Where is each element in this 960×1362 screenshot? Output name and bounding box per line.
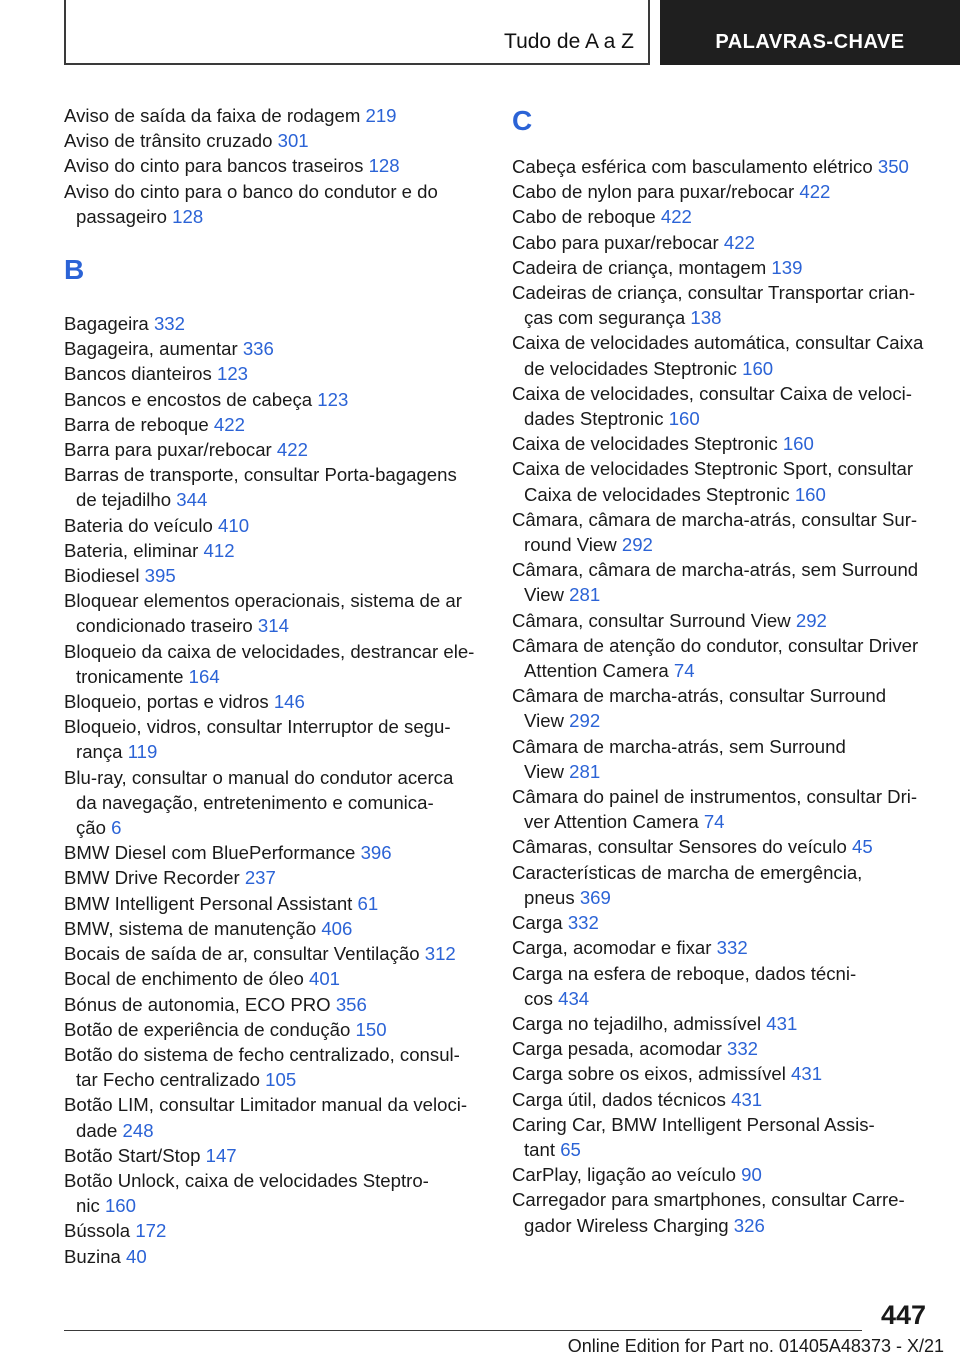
index-entry: [64, 639, 480, 689]
index-entry: [64, 689, 480, 714]
index-entry-term: Biodiesel: [64, 565, 140, 587]
index-entry-term: Barras de transporte, consultar Porta-bagagens: [64, 464, 457, 486]
index-page-link[interactable]: 146: [273, 691, 305, 713]
index-entry-term: rança: [76, 741, 123, 763]
index-page-link[interactable]: 74: [673, 660, 695, 682]
index-entry-term: BMW, sistema de manutenção: [64, 917, 317, 939]
index-entry: [64, 128, 480, 153]
index-page-link[interactable]: 164: [188, 665, 220, 687]
index-entry: [512, 381, 932, 431]
index-entry-term: Cabo de reboque: [512, 206, 656, 228]
index-entry-term: BMW Drive Recorder: [64, 867, 240, 889]
index-entry-term: BMW Intelligent Personal Assistant: [64, 892, 353, 914]
index-entry: [512, 154, 932, 179]
index-page-link[interactable]: 395: [144, 565, 176, 587]
index-page-link[interactable]: 128: [172, 205, 204, 227]
index-entry-term: Carga útil, dados técnicos: [512, 1088, 726, 1110]
index-entry: [64, 153, 480, 178]
index-entry-term: cos: [524, 987, 553, 1009]
page-number: 447: [880, 1300, 926, 1330]
index-entry: [512, 860, 932, 910]
index-entry: [512, 1061, 932, 1086]
index-page-link[interactable]: 61: [357, 892, 379, 914]
index-entry-term: ver Attention Camera: [524, 811, 699, 833]
index-entry-term: Bancos dianteiros: [64, 363, 212, 385]
index-entry-term: Caixa de velocidades Steptronic: [512, 433, 778, 455]
index-entry-term: Carga pesada, acomodar: [512, 1038, 722, 1060]
index-page-link[interactable]: 123: [317, 388, 349, 410]
index-entry: [64, 865, 480, 890]
index-entry: [512, 204, 932, 229]
index-entry-term: gador Wireless Charging: [524, 1214, 729, 1236]
index-column-left: [64, 103, 480, 1269]
index-entry: [512, 431, 932, 456]
index-page-link[interactable]: 326: [733, 1214, 765, 1236]
index-page-link[interactable]: 422: [213, 413, 245, 435]
index-entry-term: Bocal de enchimento de óleo: [64, 968, 304, 990]
index-entry-term: CarPlay, ligação ao veículo: [512, 1164, 736, 1186]
index-page-link[interactable]: 150: [355, 1018, 387, 1040]
index-letter-heading: C: [512, 105, 533, 136]
index-page-link[interactable]: 160: [782, 433, 814, 455]
index-entry: [64, 538, 480, 563]
index-entry-term: Câmara de marcha-atrás, consultar Surround: [512, 685, 887, 707]
index-page-link[interactable]: 350: [877, 156, 909, 177]
section-title: Tudo de A a Z: [504, 30, 634, 53]
index-entry: [512, 179, 932, 204]
index-entry: [512, 935, 932, 960]
index-page-link[interactable]: 422: [276, 439, 308, 461]
index-entry: [512, 734, 932, 784]
index-entry-term: Cabo para puxar/rebocar: [512, 231, 719, 253]
index-entry-term: round View: [524, 534, 617, 556]
index-entry-term: Bagageira: [64, 313, 149, 335]
index-page-link[interactable]: 138: [690, 307, 722, 329]
index-entry-term: Botão Start/Stop: [64, 1144, 201, 1166]
index-page-link[interactable]: 90: [741, 1164, 762, 1186]
index-entry-term: Caixa de velocidades, consultar Caixa de veloci-: [512, 382, 912, 404]
index-column-right: [512, 103, 932, 1238]
index-entry-term: tant: [524, 1138, 556, 1160]
index-entry-term: Blu-ray, consultar o manual do condutor acerca: [64, 766, 454, 788]
index-entry-term: Bloquear elementos operacionais, sistema de ar: [64, 590, 462, 612]
index-entry: [64, 1042, 480, 1092]
index-page-link[interactable]: 281: [569, 760, 601, 782]
keyword-tab-label: PALAVRAS-CHAVE: [715, 31, 905, 53]
index-entry-term: Câmara de atenção do condutor, consultar Driver: [512, 634, 919, 656]
index-page-link[interactable]: 412: [203, 539, 235, 561]
keyword-tab: [660, 0, 960, 65]
index-entry-term: ção: [76, 817, 106, 839]
index-page-link[interactable]: 406: [321, 917, 353, 939]
header-frame: [64, 0, 650, 65]
index-entry-term: da navegação, entretenimento e comunica-: [76, 791, 434, 813]
index-entry-term: Botão do sistema de fecho centralizado, consul-: [64, 1043, 460, 1065]
index-entry: [512, 910, 932, 935]
index-page-link[interactable]: 292: [569, 710, 601, 732]
index-entry-term: Carga, acomodar e fixar: [512, 937, 712, 959]
index-page-link[interactable]: 45: [852, 836, 873, 858]
index-entry: [64, 588, 480, 638]
index-entry-term: Câmara de marcha-atrás, sem Surround: [512, 735, 846, 757]
index-page-link[interactable]: 237: [244, 867, 276, 889]
index-entry: [64, 941, 480, 966]
index-entry: [64, 462, 480, 512]
index-entry-term: condicionado traseiro: [76, 615, 253, 637]
index-entry: [512, 608, 932, 633]
index-entry: [64, 513, 480, 538]
index-entry-term: Aviso do cinto para bancos traseiros: [64, 155, 364, 177]
index-entry: [512, 633, 932, 683]
index-entry: [512, 834, 932, 859]
index-entry-term: Cadeira de criança, montagem: [512, 256, 767, 278]
index-entry-term: Cadeiras de criança, consultar Transportar crian-: [512, 282, 916, 304]
index-entry: [64, 361, 480, 386]
index-entry-term: Bagageira, aumentar: [64, 338, 238, 360]
index-page-link[interactable]: 160: [742, 357, 774, 379]
index-page-link[interactable]: 128: [368, 155, 400, 177]
index-page-link[interactable]: 332: [567, 912, 599, 934]
index-entry-term: View: [524, 710, 564, 732]
index-entry-term: Câmara, câmara de marcha-atrás, consultar Sur-: [512, 508, 918, 530]
index-entry-term: Caring Car, BMW Intelligent Personal Assis-: [512, 1113, 875, 1135]
index-entry-term: tar Fecho centralizado: [76, 1069, 260, 1091]
index-entry-term: Bloqueio da caixa de velocidades, destrancar ele-: [64, 640, 475, 662]
index-entry-term: Cabo de nylon para puxar/rebocar: [512, 181, 795, 203]
index-entry: [512, 280, 932, 330]
index-page-link[interactable]: 356: [335, 993, 367, 1015]
index-entry: [512, 784, 932, 834]
index-page-link[interactable]: 6: [111, 817, 122, 839]
index-entry-term: dades Steptronic: [524, 408, 664, 430]
index-page-link[interactable]: 434: [558, 987, 590, 1009]
index-entry: [64, 891, 480, 916]
index-entry: [512, 1112, 932, 1162]
index-entry: [512, 230, 932, 255]
index-page-link[interactable]: 74: [703, 811, 725, 833]
index-entry: [64, 840, 480, 865]
index-page-link[interactable]: 301: [277, 130, 309, 152]
index-page-link[interactable]: 332: [727, 1038, 759, 1060]
index-entry-term: Botão LIM, consultar Limitador manual da veloci-: [64, 1094, 468, 1116]
index-page-link[interactable]: 410: [218, 514, 250, 536]
footer-edition: Online Edition for Part no. 01405A48373 - X/21: [567, 1336, 944, 1356]
index-entry-term: de tejadilho: [76, 489, 172, 511]
index-entry: [64, 1218, 480, 1243]
index-entry-term: tronicamente: [76, 665, 184, 687]
index-entry: [64, 714, 480, 764]
index-entry: [512, 1036, 932, 1061]
index-entry-term: Bocais de saída de ar, consultar Ventilação: [64, 943, 420, 965]
index-page-link[interactable]: 336: [242, 338, 274, 360]
index-entry-term: Botão Unlock, caixa de velocidades Steptro-: [64, 1169, 429, 1191]
index-entry-term: Caixa de velocidades automática, consultar Caixa: [512, 332, 924, 354]
index-entry: [64, 437, 480, 462]
index-entry: [512, 456, 932, 506]
index-entry: [512, 961, 932, 1011]
index-page-link[interactable]: 160: [668, 408, 700, 430]
index-entry: [512, 255, 932, 280]
index-entry-term: Bússola: [64, 1220, 131, 1242]
index-entry: [64, 966, 480, 991]
index-page-link[interactable]: 396: [360, 842, 392, 864]
index-page-link[interactable]: 314: [257, 615, 289, 637]
index-entry: [64, 387, 480, 412]
index-page-link[interactable]: 160: [104, 1195, 136, 1217]
index-entry-term: nic: [76, 1195, 100, 1217]
index-entry-term: Botão de experiência de condução: [64, 1018, 351, 1040]
index-entry-term: Câmara, câmara de marcha-atrás, sem Surround: [512, 559, 919, 581]
index-entry-term: Carregador para smartphones, consultar Carre-: [512, 1189, 905, 1211]
index-entry: [512, 683, 932, 733]
index-page-link[interactable]: 147: [205, 1144, 237, 1166]
index-entry: [64, 765, 480, 841]
index-entry: [64, 179, 480, 229]
index-entry-term: de velocidades Steptronic: [524, 357, 737, 379]
index-entry: [64, 1168, 480, 1218]
index-entry: [512, 557, 932, 607]
index-entry: [64, 336, 480, 361]
index-entry: [64, 1017, 480, 1042]
index-entry: [64, 1092, 480, 1142]
footer-divider: [64, 1330, 862, 1331]
index-entry-term: pneus: [524, 886, 575, 908]
index-entry-term: Barra de reboque: [64, 413, 209, 435]
index-entry-term: Bónus de autonomia, ECO PRO: [64, 993, 331, 1015]
index-entry: [64, 103, 480, 128]
index-page-link[interactable]: 422: [660, 206, 692, 228]
index-entry-term: Attention Camera: [524, 660, 669, 682]
index-entry: [64, 992, 480, 1017]
index-entry: [64, 412, 480, 437]
index-entry-term: Carga no tejadilho, admissível: [512, 1012, 762, 1034]
index-page-link[interactable]: 139: [771, 256, 803, 278]
index-page-link[interactable]: 369: [579, 886, 611, 908]
index-page-link[interactable]: 332: [153, 313, 185, 335]
index-page-link[interactable]: 344: [176, 489, 208, 511]
index-page-link[interactable]: 40: [126, 1245, 147, 1267]
index-page-link[interactable]: 401: [309, 968, 341, 990]
index-entry: [64, 916, 480, 941]
index-entry-term: Caixa de velocidades Steptronic: [524, 483, 790, 505]
index-entry-term: passageiro: [76, 205, 167, 227]
index-entry-term: Características de marcha de emergência,: [512, 861, 863, 883]
index-entry-term: ças com segurança: [524, 307, 686, 329]
index-entry-term: Carga na esfera de reboque, dados técni-: [512, 962, 857, 984]
index-entry-term: Câmaras, consultar Sensores do veículo: [512, 836, 847, 858]
index-entry: [512, 1087, 932, 1112]
index-page-link[interactable]: 292: [795, 609, 827, 631]
index-page-link[interactable]: 431: [731, 1088, 763, 1110]
index-entry-term: Carga sobre os eixos, admissível: [512, 1063, 786, 1085]
index-letter-heading: B: [64, 254, 85, 286]
index-entry-term: Buzina: [64, 1245, 121, 1267]
index-page-link[interactable]: 292: [621, 534, 653, 556]
index-entry: [64, 311, 480, 336]
index-entry-term: Bateria, eliminar: [64, 539, 199, 561]
index-page-link[interactable]: 219: [365, 105, 397, 126]
index-entry: [64, 1143, 480, 1168]
index-entry-term: View: [524, 584, 564, 606]
index-entry-term: Caixa de velocidades Steptronic Sport, consultar: [512, 458, 914, 480]
index-page-link[interactable]: 248: [122, 1119, 154, 1141]
index-page-link[interactable]: 172: [135, 1220, 167, 1242]
index-entry-term: Bloqueio, vidros, consultar Interruptor de segu-: [64, 716, 451, 738]
index-page-link[interactable]: 105: [265, 1069, 297, 1091]
index-entry: [512, 1011, 932, 1036]
index-entry-term: dade: [76, 1119, 118, 1141]
index-entry-term: Aviso de trânsito cruzado: [64, 130, 273, 152]
index-entry-term: Aviso de saída da faixa de rodagem: [64, 105, 361, 126]
index-page-link[interactable]: 119: [127, 741, 158, 763]
index-page-link[interactable]: 431: [766, 1012, 798, 1034]
index-entry: [512, 330, 932, 380]
index-entry: [512, 1162, 932, 1187]
index-entry: [64, 1244, 480, 1269]
index-entry: [512, 507, 932, 557]
index-entry-term: Carga: [512, 912, 563, 934]
index-entry-term: Câmara do painel de instrumentos, consultar Dri-: [512, 786, 918, 808]
index-entry-term: Cabeça esférica com basculamento elétrico: [512, 156, 873, 177]
index-page-link[interactable]: 160: [794, 483, 826, 505]
index-page-link[interactable]: 332: [716, 937, 748, 959]
index-entry-term: Câmara, consultar Surround View: [512, 609, 791, 631]
index-entry-term: Barra para puxar/rebocar: [64, 439, 272, 461]
index-page-link[interactable]: 123: [216, 363, 249, 385]
index-entry: [64, 563, 480, 588]
index-entry-term: Bloqueio, portas e vidros: [64, 691, 269, 713]
index-entry: [512, 1187, 932, 1237]
index-page-link[interactable]: 281: [569, 584, 601, 606]
index-page-link[interactable]: 431: [791, 1063, 823, 1085]
index-page-link[interactable]: 312: [424, 943, 456, 965]
index-page-link[interactable]: 422: [723, 231, 755, 253]
index-page-link[interactable]: 422: [799, 181, 831, 203]
index-entry-term: BMW Diesel com BluePerformance: [64, 842, 356, 864]
index-entry-term: Bateria do veículo: [64, 514, 213, 536]
index-entry-term: View: [524, 760, 564, 782]
index-page-link[interactable]: 65: [560, 1138, 581, 1160]
index-entry-term: Aviso do cinto para o banco do condutor e do: [64, 180, 438, 202]
index-entry-term: Bancos e encostos de cabeça: [64, 388, 313, 410]
